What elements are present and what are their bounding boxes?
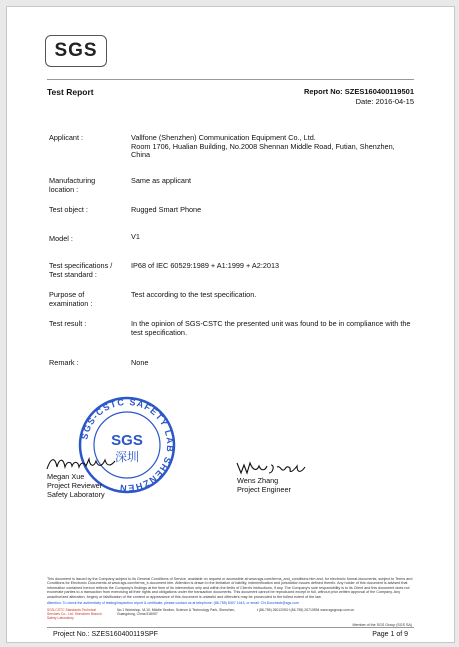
lab-address: No.1 Workshop, M-10, Middle Section, Science & Technology Park, Shenzhen, Guangdong, China 518057 — [117, 608, 236, 616]
reviewer-title: Project Reviewer — [47, 481, 103, 490]
test-result-value: In the opinion of SGS-CSTC the presented unit was found to be in compliance with the test specification. — [131, 319, 411, 337]
applicant-value: Vallfone (Shenzhen) Communication Equipment Co., Ltd. Room 1706, Hualian Building, No.2008 Shennan Middle Road, Futian, Shenzhen, China — [131, 133, 395, 160]
reviewer-name: Megan Xue — [47, 472, 85, 481]
remark-label: Remark : — [49, 358, 79, 367]
test-result-label: Test result : — [49, 319, 87, 328]
model-value: V1 — [131, 232, 140, 241]
test-object-value: Rugged Smart Phone — [131, 205, 202, 214]
authenticity-notice: Attention: To check the authenticity of testing/inspection report & certificate, please contact us at telephone: (86-755) 8307 1443, or email: CN.Doccheck@sgs.com — [47, 601, 299, 605]
manufacturing-location-value: Same as applicant — [131, 176, 192, 185]
terms-fine-print: This document is issued by the Company subject to its General Conditions of Service, available on request or accessible at www.sgs.com/terms_and_conditions.htm and, for electronic format documents, subject to Terms and Conditions for Electronic Documents at www.sgs.com/terms_e-document.htm. Attention is drawn to the limitation of liability, indemnification and jurisdiction issues defined therein. Any holder of this document is advised that information contained hereon reflects the Company's findings at the time of its intervention only and within the limits of Client's instructions, if any. The Company's sole responsibility is to its Client and this document does not exonerate parties to a transaction from exercising all their rights and obligations under the transaction documents. This document cannot be reproduced except in full, without prior written approval of the Company. Any unauthorized alteration, forgery or falsification of the content or appearance of this document is unlawful and offenders may be prosecuted to the fullest extent of the law. — [47, 577, 413, 599]
manufacturing-location-label: Manufacturing location : — [49, 176, 96, 194]
company-address: SGS-CSTC Standards Technical Services Co., Ltd. Shenzhen Branch Safety Laboratory — [47, 608, 102, 620]
footer-divider — [47, 627, 414, 628]
remark-value: None — [131, 358, 149, 367]
reviewer-org: Safety Laboratory — [47, 490, 105, 499]
report-number: Report No: SZES160400119501 — [303, 87, 414, 96]
sgs-logo: SGS — [45, 35, 107, 67]
page-indicator: Page 1 of 9 — [372, 631, 408, 638]
report-title: Test Report — [47, 87, 94, 97]
applicant-label: Applicant : — [49, 133, 84, 142]
engineer-name: Wens Zhang — [237, 476, 279, 485]
header-divider — [47, 79, 414, 80]
test-spec-label: Test specifications / Test standard : — [49, 261, 113, 279]
engineer-title: Project Engineer — [237, 485, 291, 494]
test-spec-value: IP68 of IEC 60529:1989 + A1:1999 + A2:2013 — [131, 261, 280, 270]
project-number: Project No.: SZES160400119SPF — [53, 631, 158, 638]
purpose-label: Purpose of examination : — [49, 290, 93, 308]
purpose-value: Test according to the test specification. — [131, 290, 257, 299]
lab-seal-stamp — [77, 395, 177, 495]
report-page — [6, 6, 455, 643]
model-label: Model : — [49, 234, 73, 243]
svg-text:SGS: SGS — [111, 432, 143, 449]
test-object-label: Test object : — [49, 205, 88, 214]
sgs-group-member: Member of the SGS Group (SGS SA) — [352, 623, 412, 627]
svg-text:深圳: 深圳 — [114, 450, 140, 464]
engineer-signature — [235, 457, 307, 477]
report-date: Date: 2016-04-15 — [355, 97, 414, 106]
contact-info: t (86-755) 26012053 f (86-755) 26710594 www.sgsgroup.com.cn — [257, 608, 355, 612]
svg-text:SGS-CSTC SAFETY LAB SHENZHEN: SGS-CSTC SAFETY LAB SHENZHEN — [79, 396, 176, 494]
